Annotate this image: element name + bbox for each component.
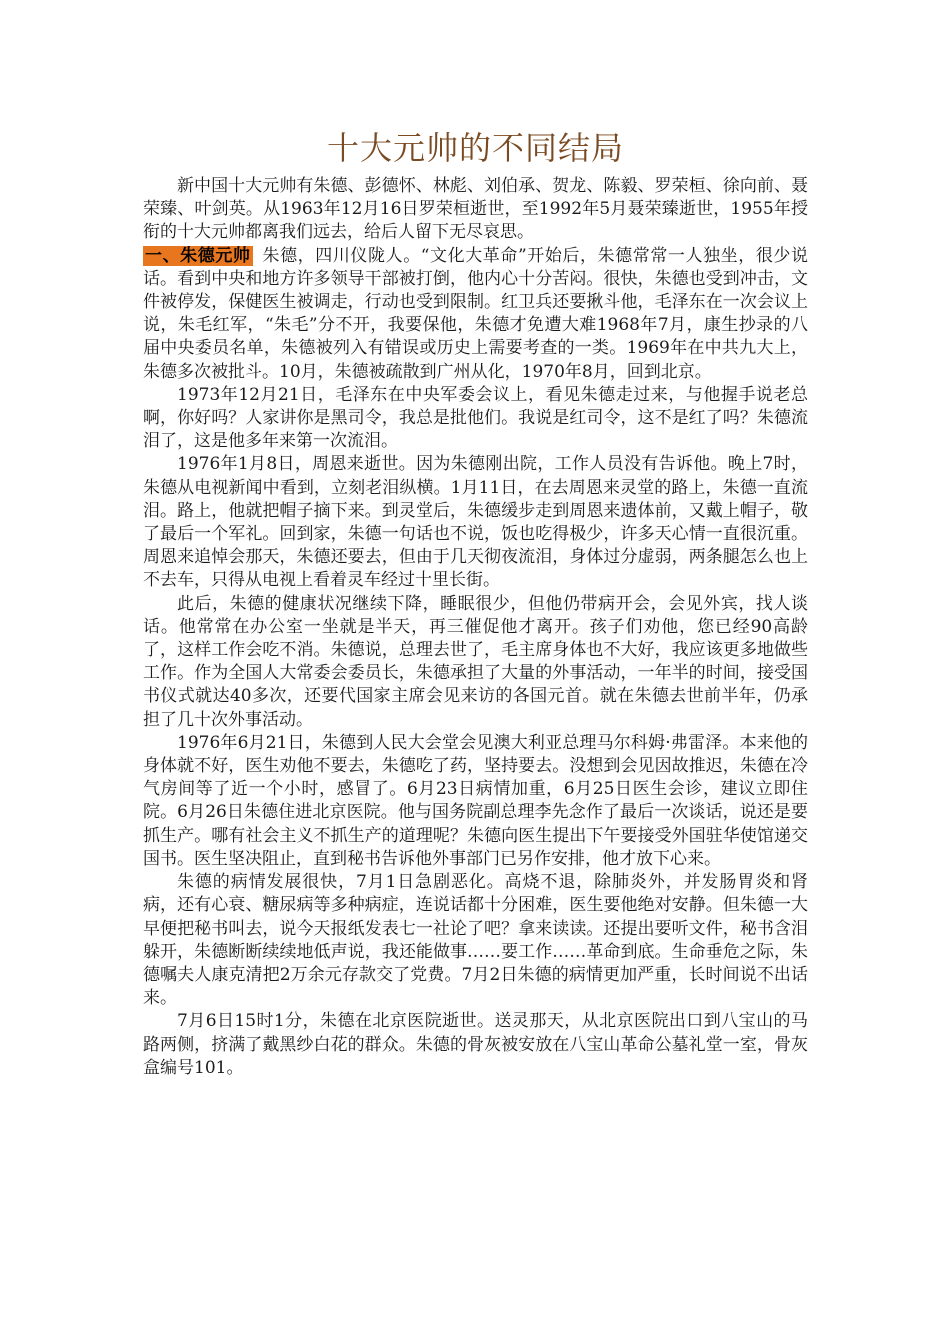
section-1-first-paragraph (143, 245, 808, 384)
section-heading: 一、朱德元帅 (145, 245, 251, 266)
body-paragraph: 7月6日15时1分，朱德在北京医院逝世。送灵那天，从北京医院出口到八宝山的马路两侧，挤满了戴黑纱白花的群众。朱德的骨灰被安放在八宝山革命公墓礼堂一室，骨灰盒编号101。 (143, 1011, 808, 1078)
body-paragraph: 1976年6月21日，朱德到人民大会堂会见澳大利亚总理马尔科姆·弗雷泽。本来他的身体就不好，医生劝他不要去，朱德吃了药，坚持要去。没想到会见因故推迟，朱德在冷气房间等了近一个小时，感冒了。6月23日病情加重，6月25日医生会诊，建议立即住院。6月26日朱德住进北京医院。他与国务院副总理李先念作了最后一次谈话，说还是要抓生产。哪有社会主义不抓生产的道理呢？朱德向医生提出下午要接受外国驻华使馆递交国书。医生坚决阻止，直到秘书告诉他外事部门已另作安排，他才放下心来。 (143, 732, 808, 869)
document-page (143, 128, 808, 1080)
body-paragraph: 此后，朱德的健康状况继续下降，睡眠很少，但他仍带病开会，会见外宾，找人谈话。他常常在办公室一坐就是半天，再三催促他才离开。孩子们劝他，您已经90高龄了，这样工作会吃不消。朱德说，总理去世了，毛主席身体也不大好，我应该更多地做些工作。作为全国人大常委会委员长，朱德承担了大量的外事活动，一年半的时间，接受国书仪式就达40多次，还要代国家主席会见来访的各国元首。就在朱德去世前半年，仍承担了几十次外事活动。 (143, 593, 808, 730)
document-title: 十大元帅的不同结局 (326, 129, 624, 167)
body-paragraph: 1973年12月21日，毛泽东在中央军委会议上，看见朱德走过来，与他握手说老总啊，你好吗？人家讲你是黑司令，我总是批他们。我说是红司令，这不是红了吗？朱德流泪了，这是他多年来第一次流泪。 (143, 384, 808, 452)
section-1-first-paragraph-text: 朱德，四川仪陇人。“文化大革命”开始后，朱德常常一人独坐，很少说话。看到中央和地方许多领导干部被打倒，他内心十分苦闷。很快，朱德也受到冲击，文件被停发，保健医生被调走，行动也受到限制。红卫兵还要揪斗他，毛泽东在一次会议上说，朱毛红军，“朱毛”分不开，我要保他，朱德才免遭大难1968年7月，康生抄录的八届中央委员名单，朱德被列入有错误或历史上需要考查的一类。1969年在中共九大上，朱德多次被批斗。10月，朱德被疏散到广州从化，1970年8月，回到北京。 (143, 245, 809, 382)
body-paragraph: 朱德的病情发展很快，7月1日急剧恶化。高烧不退，除肺炎外，并发肠胃炎和肾病，还有心衰、糖尿病等多种病症，连说话都十分困难，医生要他绝对安静。但朱德一大早便把秘书叫去，说今天报纸发表七一社论了吧？拿来读读。还提出要听文件，秘书含泪躲开，朱德断断续续地低声说，我还能做事……要工作……革命到底。生命垂危之际，朱德嘱夫人康克清把2万余元存款交了党费。7月2日朱德的病情更加严重，长时间说不出话来。 (143, 872, 808, 1009)
intro-paragraph: 新中国十大元帅有朱德、彭德怀、林彪、刘伯承、贺龙、陈毅、罗荣桓、徐向前、聂荣臻、叶剑英。从1963年12月16日罗荣桓逝世，至1992年5月聂荣臻逝世，1955年授衔的十大元帅都离我们远去，给后人留下无尽哀思。 (143, 176, 808, 243)
body-paragraph: 1976年1月8日，周恩来逝世。因为朱德刚出院，工作人员没有告诉他。晚上7时，朱德从电视新闻中看到，立刻老泪纵横。1月11日，在去周恩来灵堂的路上，朱德一直流泪。路上，他就把帽子摘下来。到灵堂后，朱德缓步走到周恩来遗体前，又戴上帽子，敬了最后一个军礼。回到家，朱德一句话也不说，饭也吃得极少，许多天心情一直很沉重。周恩来追悼会那天，朱德还要去，但由于几天彻夜流泪，身体过分虚弱，两条腿怎么也上不去车，只得从电视上看着灵车经过十里长街。 (143, 454, 808, 591)
